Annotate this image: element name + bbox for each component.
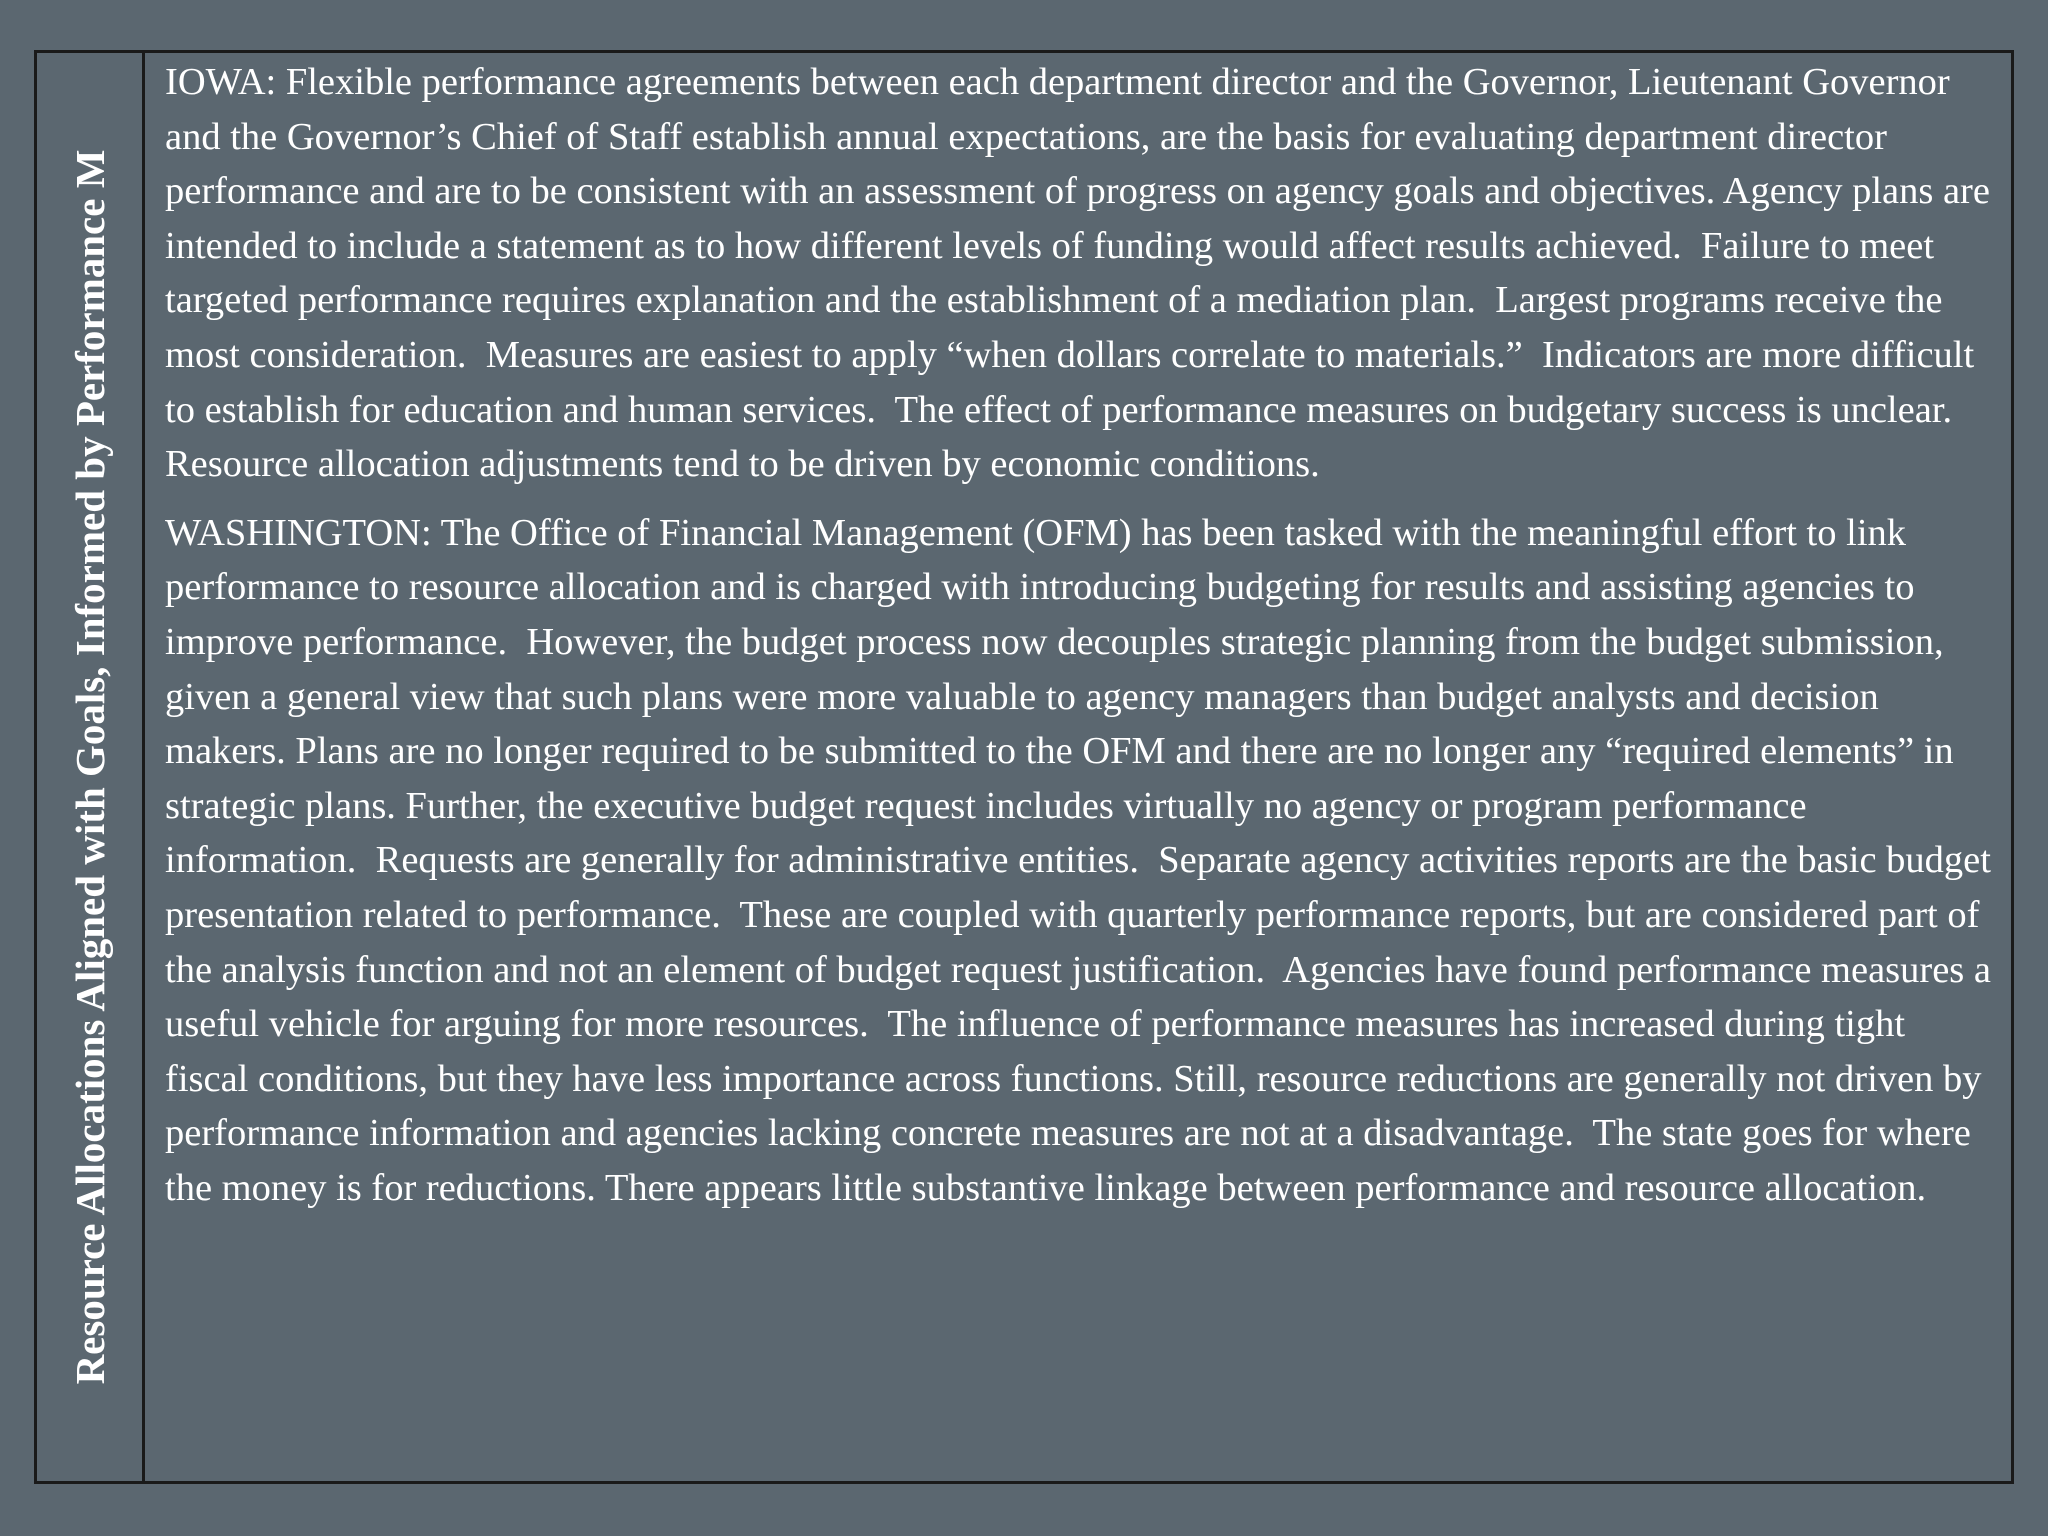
side-label: Resource Allocations Aligned with Goals, Informed by Performance M [66, 149, 113, 1385]
paragraph-iowa: IOWA: Flexible performance agreements between each department director and the Governor, Lieutenant Governor and the Governor’s Chief of Staff establish annual expectations, are the basis for evaluating department director performance and are to be consistent with an assessment of progress on agency goals and objectives. Agency plans are intended to include a statement as to how different levels of funding would affect results achieved. Failure to meet targeted performance requires explanation and the establishment of a mediation plan. Largest programs receive the most consideration. Measures are easiest to apply “when dollars correlate to materials.” Indicators are more difficult to establish for education and human services. The effect of performance measures on budgetary success is unclear. Resource allocation adjustments tend to be driven by economic conditions. [165, 61, 2000, 486]
content-table [34, 50, 2014, 1484]
side-label-cell [37, 53, 145, 1481]
paragraph-washington: WASHINGTON: The Office of Financial Management (OFM) has been tasked with the meaningful effort to link performance to resource allocation and is charged with introducing budgeting for results and assisting agencies to improve performance. However, the budget process now decouples strategic planning from the budget submission, given a general view that such plans were more valuable to agency managers than budget analysts and decision makers. Plans are no longer required to be submitted to the OFM and there are no longer any “required elements” in strategic plans. Further, the executive budget request includes virtually no agency or program performance information. Requests are generally for administrative entities. Separate agency activities reports are the basic budget presentation related to performance. These are coupled with quarterly performance reports, but are considered part of the analysis function and not an element of budget request justification. Agencies have found performance measures a useful vehicle for arguing for more resources. The influence of performance measures has increased during tight fiscal conditions, but they have less importance across functions. Still, resource reductions are generally not driven by performance information and agencies lacking concrete measures are not at a disadvantage. The state goes for where the money is for reductions. There appears little substantive linkage between performance and resource allocation. [165, 511, 2001, 1209]
text-cell [145, 53, 2011, 1481]
